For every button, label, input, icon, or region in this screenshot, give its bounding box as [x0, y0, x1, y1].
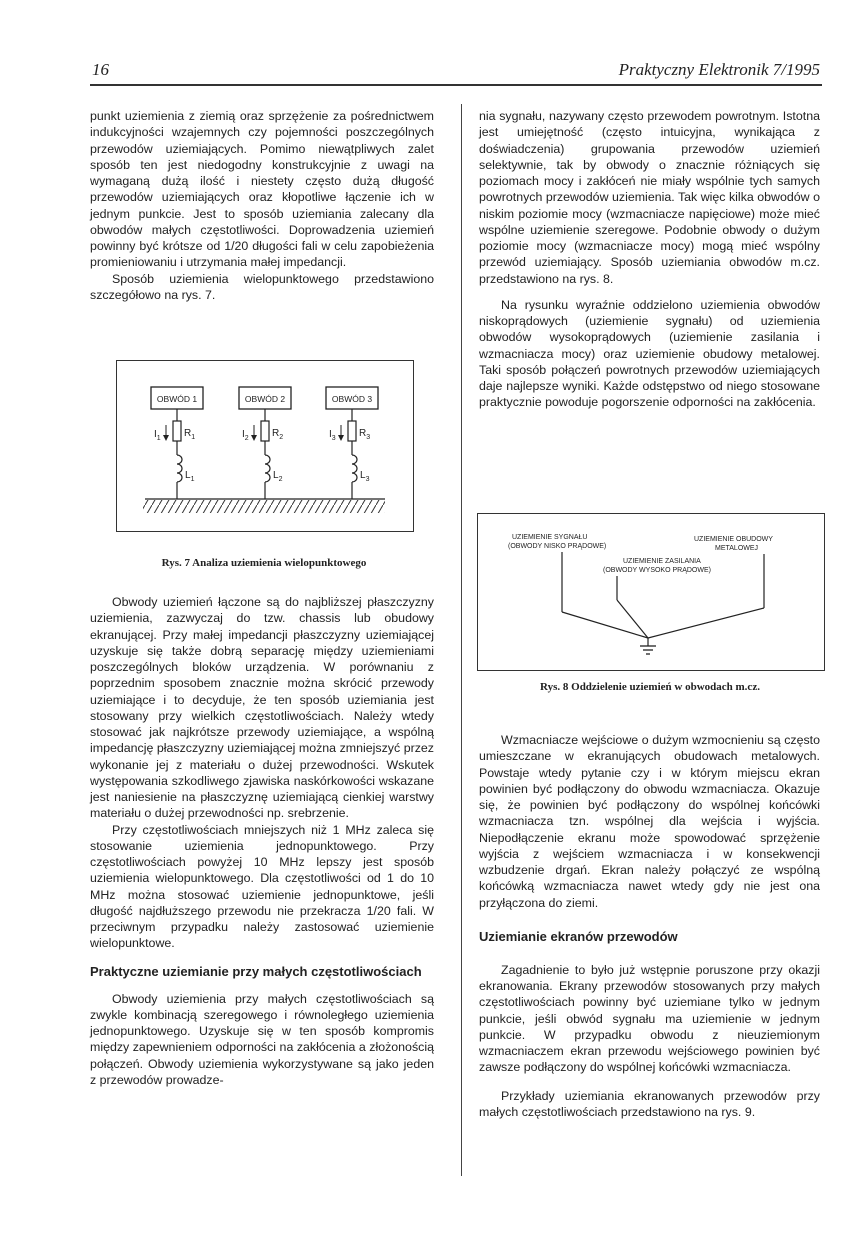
section-heading: Praktyczne uziemianie przy małych częstotliwościach: [90, 963, 422, 979]
paragraph: nia sygnału, nazywany często przewodem powrotnym. Istotna jest umiejętność (często intuicyjna, wynikająca z doświadczenia) grupowania przewodów uziemień selektywnie, tak by obwody o znacznie różniących się poziomach mocy i zakłóceń nie miały wspólnie tych samych powrotnych przewodów uziemienia. Tak więc kilka obwodów o niskim poziomie mocy (wzmacniacze napięciowe) może mieć wspólne uziemienie szeregowe. Podobnie obwody o dużym poziomie mocy (wzmacniacze mocy) mogą mieć wspólny przewód uziemiający. Sposób uziemiania obwodów m.cz. przedstawiono na rys. 8.: [479, 109, 820, 286]
paragraph: punkt uziemienia z ziemią oraz sprzężenie za pośrednictwem indukcyjności wzajemnych czy pojemności poszczególnych przewodów uziemiających. Pomimo niewątpliwych zalet sposób ten jest niedogodny konstrukcyjnie z uwagi na wymaganą dużą ilość i niestety często dużą długość przewodów uziemiających oraz kłopotliwe łączenie ich w jednym punkcie. Jest to sposób uziemiania zalecany dla obwodów małych częstotliwości. Doprowadzenia uziemień powinny być krótsze od 1/20 długości fali w celu zapobieżenia promieniowaniu i utrzymania małej impedancji.: [90, 109, 434, 270]
signal-ground-sublabel: (OBWODY NISKO PRĄDOWE): [508, 543, 607, 550]
figure-7-caption: Rys. 7 Analiza uziemienia wielopunktowego: [161, 557, 367, 569]
current-arrow: [338, 435, 344, 441]
circuit-label: OBWÓD 1: [156, 394, 198, 404]
paragraph: Wzmacniacze wejściowe o dużym wzmocnieniu są często umieszczane w ekranujących obudowach metalowych. Powstaje wtedy pytanie czy i w którym miejscu ekran powinien być podłączony do obwodu wzmacniacza. Okazuje się, że powinien być podłączony do wspólnej końcówki wzmacniacza tzn. wspólnej dla wejścia i wyjścia. Niepodłączenie ekranu może spowodować sprzężenie wyjścia z wejściem wzmacniacza i w konsekwencji wzbudzenie drgań. Ekran należy połączyć ze wspólną końcówką wzmacniacza nawet wtedy gdy nie jest ona przyłączona do ziemi.: [479, 733, 820, 910]
resistor-symbol: [173, 421, 181, 441]
page-number: 16: [92, 60, 109, 79]
paragraph: Obwody uziemień łączone są do najbliższej płaszczyzny uziemienia, zazwyczaj do tzw. chassis lub obudowy ekranującej. Przy małej impedancji płaszczyzny uziemiającej uzyskuje się także dobrą separację między uziemieniami poszczególnych bloków urządzenia. W porównaniu z poprzednim sposobem znacznie można skrócić przewody uziemiające i to decyduje, że ten sposób uziemiania jest stosowany przy wielkich częstotliwościach. Należy wtedy stosować jak najkrótsze przewody uziemiające, a wspólną impedancję płaszczyzny uziemiającej można zmniejszyć przez wykonanie jej z materiału o dużej przewodności. Wskutek występowania szkodliwego zjawiska naskórkowości wskazane jest naniesienie na płaszczyznę uziemiającą cienkiej warstwy materiału o dużej przewodności np. srebrzenie.: [90, 595, 434, 821]
current-arrow: [163, 435, 169, 441]
power-ground-label: UZIEMIENIE ZASILANIA: [623, 558, 701, 565]
figure-7-diagram: [117, 361, 413, 531]
header-rule: [90, 84, 822, 86]
current-arrow: [251, 435, 257, 441]
inductor-symbol: [177, 455, 182, 482]
figure-7: [116, 360, 414, 532]
resistor-label: $R_3$: [359, 428, 371, 441]
paragraph: Na rysunku wyraźnie oddzielono uziemienia obwodów niskoprądowych (uziemienie sygnału) od uziemienia obwodów wysokoprądowych (uziemienie zasilania i wzmacniacza mocy) oraz uziemienie obudowy metalowej. Taki sposób połączeń powrotnych przewodów uziemiających daje najlepsze wyniki. Każde odstępstwo od niego stosowane praktycznie powoduje pogorszenie odporności na zakłócenia.: [479, 297, 820, 410]
power-ground-sublabel: (OBWODY WYSOKO PRĄDOWE): [603, 567, 711, 574]
current-label: $I_2$: [242, 429, 249, 442]
paragraph: Sposób uziemienia wielopunktowego przedstawiono szczegółowo na rys. 7.: [90, 271, 434, 302]
column-divider: [461, 104, 462, 1176]
resistor-symbol: [348, 421, 356, 441]
inductor-label: $L_3$: [360, 470, 370, 483]
current-label: $I_3$: [329, 429, 336, 442]
section-heading: Uziemianie ekranów przewodów: [479, 928, 678, 944]
paragraph: Obwody uziemienia przy małych częstotliwościach są zwykle kombinacją szeregowego i równoległego uziemienia jednopunktowego. Uzyskuje się w ten sposób kompromis między zapewnieniem odporności na zakłócenia a złożonością połączeń. Obwody uziemienia wykorzystywane są jako jeden z przewodów prowadze-: [90, 991, 434, 1087]
paragraph: Przykłady uziemiania ekranowanych przewodów przy małych częstotliwościach przedstawiono na rys. 9.: [479, 1088, 820, 1119]
paragraph: Zagadnienie to było już wstępnie poruszone przy okazji ekranowania. Ekrany przewodów stosowanych przy małych częstotliwościach powinny być uziemiane tylko w jednym punkcie, jeśli obwód sygnału ma uziemienie w jednym punkcie. W przypadku obwodu z nieuziemionym wzmacniaczem ekran przewodu wejściowego powinien być zawsze podłączony do wspólnej końcówki wzmacniacza.: [479, 962, 820, 1075]
right-column-top: [479, 108, 820, 411]
circuit-2: [239, 387, 291, 499]
figure-8-caption: Rys. 8 Oddzielenie uziemień w obwodach m.cz.: [540, 681, 760, 693]
ground-symbol: [640, 646, 656, 654]
inductor-label: $L_1$: [185, 470, 195, 483]
paragraph: Przy częstotliwościach mniejszych niż 1 MHz zaleca się stosowanie uziemienia jednopunktowego. Przy częstotliwościach powyżej 10 MHz lepszy jest sposób uziemienia wielopunktowego. Dla częstotliwości od 1 do 10 MHz można stosować uziemienie jednopunktowe, jeśli długość najdłuższego przewodu nie przekracza 1/20 fali. W przeciwnym przypadku należy zastosować uziemienie wielopunktowe.: [90, 822, 434, 951]
figure-8-diagram: [478, 514, 824, 670]
case-ground-label: UZIEMIENIE OBUDOWY: [694, 536, 773, 543]
circuit-label: OBWÓD 3: [331, 394, 373, 404]
circuit-1: [151, 387, 203, 499]
resistor-label: $R_1$: [184, 428, 196, 441]
inductor-symbol: [265, 455, 270, 482]
left-column-bottom: [90, 594, 434, 1088]
journal-title: Praktyczny Elektronik 7/1995: [618, 60, 820, 79]
ground-plane-hatch: [143, 500, 385, 513]
left-column-top: [90, 108, 434, 303]
inductor-symbol: [352, 455, 357, 482]
resistor-symbol: [261, 421, 269, 441]
current-label: $I_1$: [154, 429, 161, 442]
circuit-3: [326, 387, 378, 499]
signal-ground-label: UZIEMIENIE SYGNAŁU: [512, 534, 588, 541]
inductor-label: $L_2$: [273, 470, 283, 483]
figure-8: [477, 513, 825, 671]
circuit-label: OBWÓD 2: [244, 394, 286, 404]
right-column-bottom: [479, 732, 820, 1120]
case-ground-sublabel: METALOWEJ: [715, 545, 759, 552]
resistor-label: $R_2$: [272, 428, 284, 441]
